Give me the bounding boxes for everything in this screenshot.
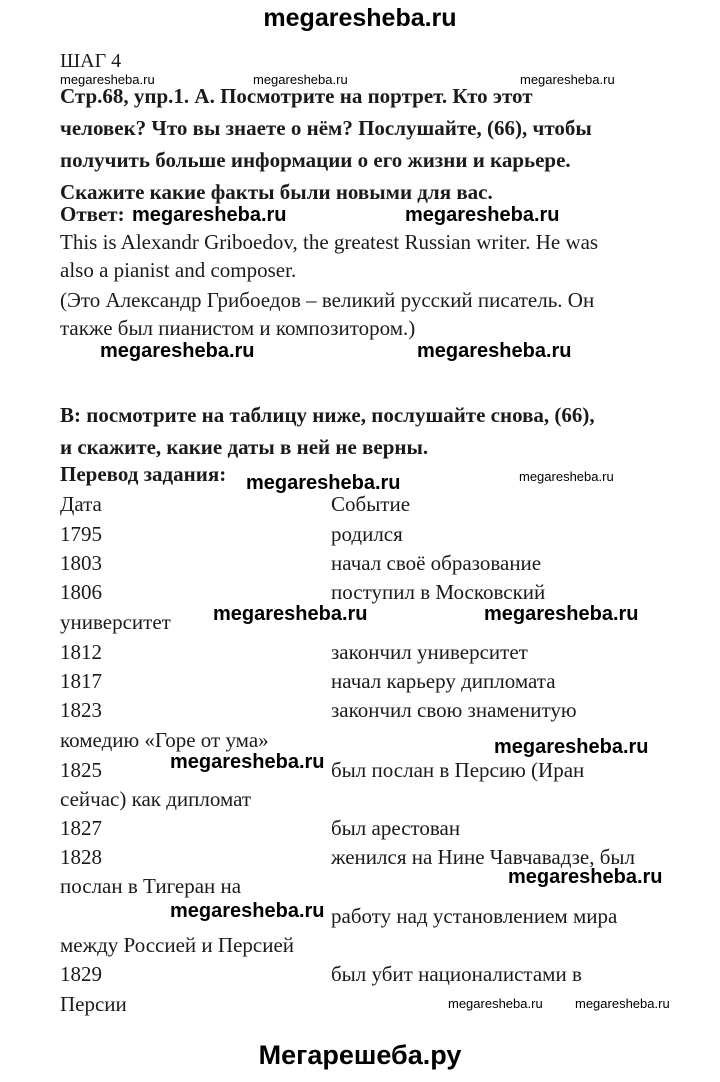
exercise-b-line-1: В: посмотрите на таблицу ниже, послушайте снова, (66), <box>60 403 595 427</box>
table-row-event-cont-2: между Россией и Персией <box>60 933 295 957</box>
watermark: megaresheba.ru <box>100 340 255 362</box>
watermark: megaresheba.ru <box>170 900 325 922</box>
table-row-event: закончил университет <box>331 640 528 664</box>
watermark: megaresheba.ru <box>60 72 155 87</box>
answer-en-line-1: This is Alexandr Griboedov, the greatest Russian writer. He was <box>60 230 599 254</box>
table-row-event-cont: комедию «Горе от ума» <box>60 728 269 752</box>
table-row-event: женился на Нине Чавчавадзе, был <box>331 845 636 869</box>
exercise-a-line-4: Скажите какие факты были новыми для вас. <box>60 180 493 204</box>
table-row-event: был убит националистами в <box>331 962 582 986</box>
watermark: megaresheba.ru <box>213 603 368 625</box>
exercise-a-line-2: человек? Что вы знаете о нём? Послушайте, (66), чтобы <box>60 116 592 140</box>
watermark: megaresheba.ru <box>494 736 649 758</box>
table-row-date: 1827 <box>60 816 102 840</box>
table-row-date: 1823 <box>60 698 102 722</box>
table-row-date: 1795 <box>60 522 102 546</box>
translation-label: Перевод задания: <box>60 462 227 486</box>
table-header-date: Дата <box>60 492 102 516</box>
site-header[interactable]: megaresheba.ru <box>263 4 457 32</box>
watermark: megaresheba.ru <box>484 603 639 625</box>
site-footer[interactable]: Мегарешеба.ру <box>258 1040 462 1070</box>
table-row-event-cont: Персии <box>60 992 127 1016</box>
table-row-date: 1817 <box>60 669 102 693</box>
exercise-a-line-3: получить больше информации о его жизни и карьере. <box>60 148 571 172</box>
watermark: megaresheba.ru <box>519 469 614 484</box>
table-row-event-2: работу над установлением мира <box>331 904 618 928</box>
table-row-event: начал своё образование <box>331 551 542 575</box>
table-row-event: закончил свою знаменитую <box>331 698 577 722</box>
table-row-date: 1828 <box>60 845 102 869</box>
table-row-event-cont: университет <box>60 610 171 634</box>
table-row-date: 1825 <box>60 758 102 782</box>
table-row-event: родился <box>331 522 403 546</box>
watermark: megaresheba.ru <box>170 751 325 773</box>
step-heading: ШАГ 4 <box>60 50 122 72</box>
table-row-date: 1829 <box>60 962 102 986</box>
watermark: megaresheba.ru <box>417 340 572 362</box>
watermark: megaresheba.ru <box>575 996 670 1011</box>
table-row-event-cont: послан в Тигеран на <box>60 874 242 898</box>
answer-en-line-2: also a pianist and composer. <box>60 258 297 282</box>
table-row-event: поступил в Московский <box>331 580 546 604</box>
watermark: megaresheba.ru <box>405 204 560 226</box>
watermark: megaresheba.ru <box>508 866 663 888</box>
table-row-event-cont: сейчас) как дипломат <box>60 787 252 811</box>
table-row-date: 1806 <box>60 580 102 604</box>
table-row-event: был арестован <box>331 816 461 840</box>
watermark: megaresheba.ru <box>246 472 401 494</box>
table-header-event: Событие <box>331 492 411 516</box>
watermark: megaresheba.ru <box>132 204 287 226</box>
table-row-event: начал карьеру дипломата <box>331 669 556 693</box>
watermark: megaresheba.ru <box>448 996 543 1011</box>
watermark: megaresheba.ru <box>253 72 348 87</box>
table-row-event: был послан в Персию (Иран <box>331 758 585 782</box>
table-row-date: 1812 <box>60 640 102 664</box>
answer-ru-line-2: также был пианистом и композитором.) <box>60 316 416 340</box>
exercise-a-line-1: Стр.68, упр.1. А. Посмотрите на портрет. Кто этот <box>60 84 533 108</box>
answer-ru-line-1: (Это Александр Грибоедов – великий русский писатель. Он <box>60 288 595 312</box>
exercise-b-line-2: и скажите, какие даты в ней не верны. <box>60 435 429 459</box>
table-row-date: 1803 <box>60 551 102 575</box>
watermark: megaresheba.ru <box>520 72 615 87</box>
answer-label: Ответ: <box>60 202 125 226</box>
